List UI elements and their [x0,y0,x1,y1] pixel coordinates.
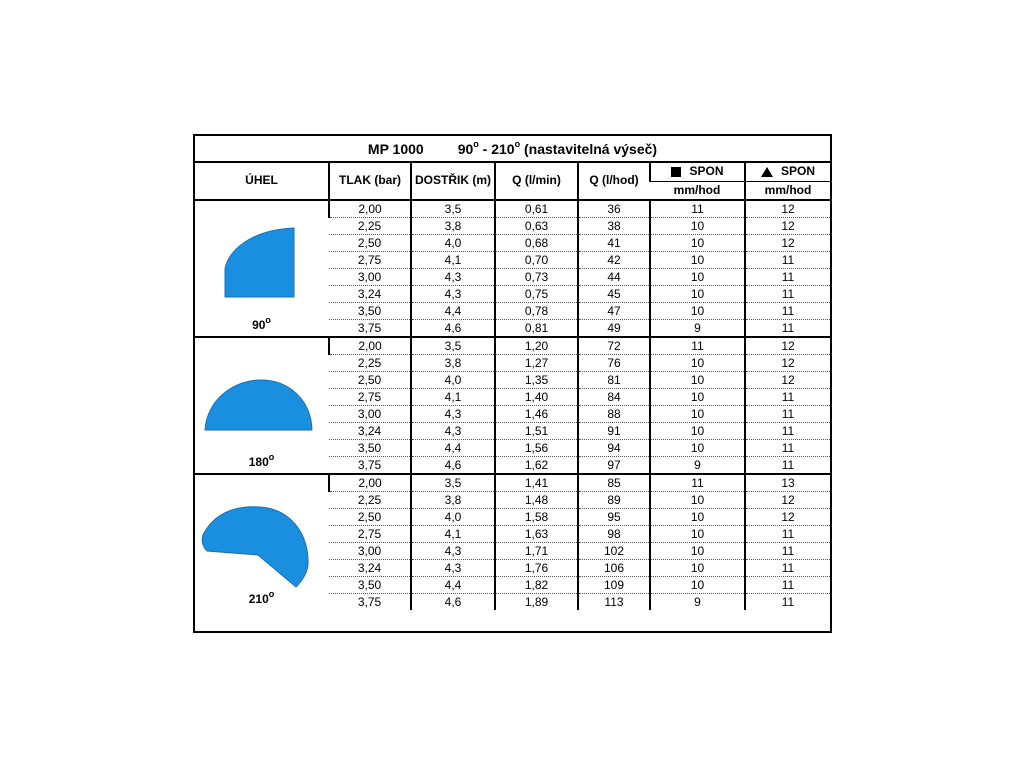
spon-square-cell: 10 [650,251,745,268]
flow-lmin-cell: 1,41 [495,474,578,492]
spon-triangle-cell: 11 [745,439,830,456]
angle-group-210 [195,474,830,610]
pressure-cell: 3,24 [329,559,411,576]
pressure-cell: 2,00 [329,200,411,218]
spon-triangle-cell: 11 [745,251,830,268]
pressure-cell: 3,75 [329,593,411,610]
pressure-cell: 3,75 [329,456,411,474]
spon-triangle-cell: 13 [745,474,830,492]
spon-square-cell: 10 [650,234,745,251]
spon-square-cell: 10 [650,422,745,439]
spon-square-cell: 10 [650,542,745,559]
spon-triangle-cell: 12 [745,508,830,525]
throw-cell: 4,6 [411,456,495,474]
pressure-cell: 3,50 [329,302,411,319]
performance-table [195,163,830,610]
spon-triangle-cell: 12 [745,491,830,508]
pressure-cell: 2,25 [329,354,411,371]
degree-mark: o [514,139,521,150]
flow-lhod-cell: 106 [578,559,650,576]
pressure-cell: 3,00 [329,405,411,422]
degree-mark: o [265,314,271,325]
header-spon-square [650,163,745,181]
pressure-cell: 2,50 [329,234,411,251]
spon-triangle-cell: 12 [745,371,830,388]
flow-lmin-cell: 0,75 [495,285,578,302]
header-throw: DOSTŘIK (m) [411,163,495,200]
flow-lmin-cell: 1,48 [495,491,578,508]
sector-180-icon [195,338,325,458]
flow-lhod-cell: 47 [578,302,650,319]
degree-mark: o [268,588,275,599]
throw-cell: 4,6 [411,593,495,610]
flow-lhod-cell: 36 [578,200,650,218]
flow-lhod-cell: 38 [578,217,650,234]
square-spacing-icon [671,167,681,177]
spon-square-cell: 10 [650,405,745,422]
flow-lhod-cell: 76 [578,354,650,371]
nozzle-performance-sheet [193,134,832,633]
pressure-cell: 3,24 [329,285,411,302]
angle-cell [195,474,329,610]
flow-lhod-cell: 45 [578,285,650,302]
flow-lhod-cell: 98 [578,525,650,542]
spon-triangle-cell: 12 [745,234,830,251]
flow-lmin-cell: 0,81 [495,319,578,337]
spon-triangle-cell: 11 [745,405,830,422]
flow-lmin-cell: 1,35 [495,371,578,388]
flow-lmin-cell: 1,56 [495,439,578,456]
angle-group-90 [195,200,830,337]
table-row [195,337,830,355]
angle-cell [195,200,329,337]
spon-square-cell: 10 [650,576,745,593]
spon-square-cell: 11 [650,337,745,355]
spon-square-cell: 10 [650,285,745,302]
angle-value: 210 [248,591,269,606]
throw-cell: 4,4 [411,439,495,456]
pressure-cell: 2,25 [329,491,411,508]
spon-square-cell: 10 [650,268,745,285]
range-note: (nastavitelná výseč) [523,141,658,157]
flow-lhod-cell: 84 [578,388,650,405]
spon-square-cell: 10 [650,559,745,576]
angle-value: 180 [248,454,269,469]
spon-triangle-cell: 11 [745,559,830,576]
flow-lhod-cell: 81 [578,371,650,388]
pressure-cell: 2,50 [329,508,411,525]
spon-square-cell: 10 [650,217,745,234]
spon-square-cell: 10 [650,439,745,456]
pressure-cell: 2,00 [329,337,411,355]
flow-lhod-cell: 49 [578,319,650,337]
angle-value: 90 [252,317,266,332]
flow-lhod-cell: 89 [578,491,650,508]
throw-cell: 3,8 [411,491,495,508]
flow-lmin-cell: 1,71 [495,542,578,559]
spon-square-cell: 11 [650,200,745,218]
range-to: - 210 [482,141,515,157]
triangle-spacing-icon [761,167,773,177]
throw-cell: 4,4 [411,302,495,319]
flow-lmin-cell: 1,76 [495,559,578,576]
throw-cell: 3,5 [411,474,495,492]
header-flow-lmin: Q (l/min) [495,163,578,200]
spon-triangle-cell: 12 [745,337,830,355]
header-spon-triangle-label: SPON [780,164,815,179]
flow-lmin-cell: 1,63 [495,525,578,542]
spon-triangle-cell: 11 [745,456,830,474]
flow-lhod-cell: 44 [578,268,650,285]
pressure-cell: 2,50 [329,371,411,388]
throw-cell: 4,1 [411,251,495,268]
header-unit-triangle: mm/hod [745,181,830,200]
header-pressure: TLAK (bar) [329,163,411,200]
flow-lmin-cell: 0,68 [495,234,578,251]
throw-cell: 3,8 [411,354,495,371]
flow-lhod-cell: 94 [578,439,650,456]
flow-lhod-cell: 97 [578,456,650,474]
flow-lmin-cell: 0,63 [495,217,578,234]
spon-triangle-cell: 11 [745,302,830,319]
throw-cell: 4,3 [411,422,495,439]
flow-lmin-cell: 1,20 [495,337,578,355]
header-angle: ÚHEL [245,173,278,188]
spon-square-cell: 10 [650,525,745,542]
range-from: 90 [457,141,474,157]
pressure-cell: 2,25 [329,217,411,234]
throw-cell: 4,6 [411,319,495,337]
sector-210-icon [195,475,325,595]
throw-cell: 3,5 [411,337,495,355]
throw-cell: 4,1 [411,525,495,542]
flow-lmin-cell: 1,46 [495,405,578,422]
spon-square-cell: 10 [650,508,745,525]
sector-90-icon [195,201,325,321]
flow-lmin-cell: 0,73 [495,268,578,285]
pressure-cell: 2,75 [329,525,411,542]
flow-lhod-cell: 72 [578,337,650,355]
throw-cell: 4,4 [411,576,495,593]
spon-triangle-cell: 11 [745,285,830,302]
spon-square-cell: 11 [650,474,745,492]
spon-triangle-cell: 12 [745,200,830,218]
header-unit-square: mm/hod [650,181,745,200]
flow-lmin-cell: 1,58 [495,508,578,525]
throw-cell: 4,3 [411,542,495,559]
pressure-cell: 3,50 [329,576,411,593]
spon-square-cell: 10 [650,491,745,508]
pressure-cell: 3,75 [329,319,411,337]
flow-lmin-cell: 1,51 [495,422,578,439]
throw-cell: 4,3 [411,285,495,302]
flow-lmin-cell: 0,78 [495,302,578,319]
sheet-title [195,136,830,163]
throw-cell: 3,8 [411,217,495,234]
spon-square-cell: 9 [650,456,745,474]
spon-triangle-cell: 11 [745,576,830,593]
flow-lmin-cell: 1,40 [495,388,578,405]
spon-triangle-cell: 11 [745,422,830,439]
spon-square-cell: 10 [650,354,745,371]
throw-cell: 4,3 [411,405,495,422]
flow-lmin-cell: 1,62 [495,456,578,474]
throw-cell: 4,0 [411,234,495,251]
throw-cell: 4,1 [411,388,495,405]
flow-lmin-cell: 0,70 [495,251,578,268]
pressure-cell: 3,50 [329,439,411,456]
model-name: MP 1000 [367,141,424,157]
header-spon-square-label: SPON [689,164,724,179]
spon-triangle-cell: 11 [745,525,830,542]
spon-triangle-cell: 11 [745,319,830,337]
flow-lmin-cell: 1,27 [495,354,578,371]
header-flow-lhod: Q (l/hod) [578,163,650,200]
table-row [195,474,830,492]
throw-cell: 3,5 [411,200,495,218]
flow-lhod-cell: 42 [578,251,650,268]
flow-lmin-cell: 0,61 [495,200,578,218]
pressure-cell: 3,24 [329,422,411,439]
pressure-cell: 3,00 [329,268,411,285]
spon-triangle-cell: 12 [745,354,830,371]
flow-lhod-cell: 95 [578,508,650,525]
degree-mark: o [268,451,275,462]
throw-cell: 4,0 [411,371,495,388]
flow-lhod-cell: 109 [578,576,650,593]
degree-mark: o [473,139,479,150]
pressure-cell: 3,00 [329,542,411,559]
throw-cell: 4,3 [411,268,495,285]
flow-lmin-cell: 1,82 [495,576,578,593]
table-row [195,200,830,218]
spon-triangle-cell: 12 [745,217,830,234]
header-spon-triangle [745,163,830,181]
throw-cell: 4,0 [411,508,495,525]
angle-group-180 [195,337,830,474]
spon-triangle-cell: 11 [745,542,830,559]
flow-lhod-cell: 88 [578,405,650,422]
throw-cell: 4,3 [411,559,495,576]
pressure-cell: 2,00 [329,474,411,492]
flow-lmin-cell: 1,89 [495,593,578,610]
flow-lhod-cell: 91 [578,422,650,439]
pressure-cell: 2,75 [329,251,411,268]
flow-lhod-cell: 85 [578,474,650,492]
spon-triangle-cell: 11 [745,388,830,405]
spon-square-cell: 10 [650,302,745,319]
spon-square-cell: 10 [650,388,745,405]
spon-triangle-cell: 11 [745,268,830,285]
spon-square-cell: 9 [650,593,745,610]
pressure-cell: 2,75 [329,388,411,405]
spon-square-cell: 10 [650,371,745,388]
flow-lhod-cell: 41 [578,234,650,251]
spon-triangle-cell: 11 [745,593,830,610]
spon-square-cell: 9 [650,319,745,337]
flow-lhod-cell: 102 [578,542,650,559]
flow-lhod-cell: 113 [578,593,650,610]
angle-cell [195,337,329,474]
